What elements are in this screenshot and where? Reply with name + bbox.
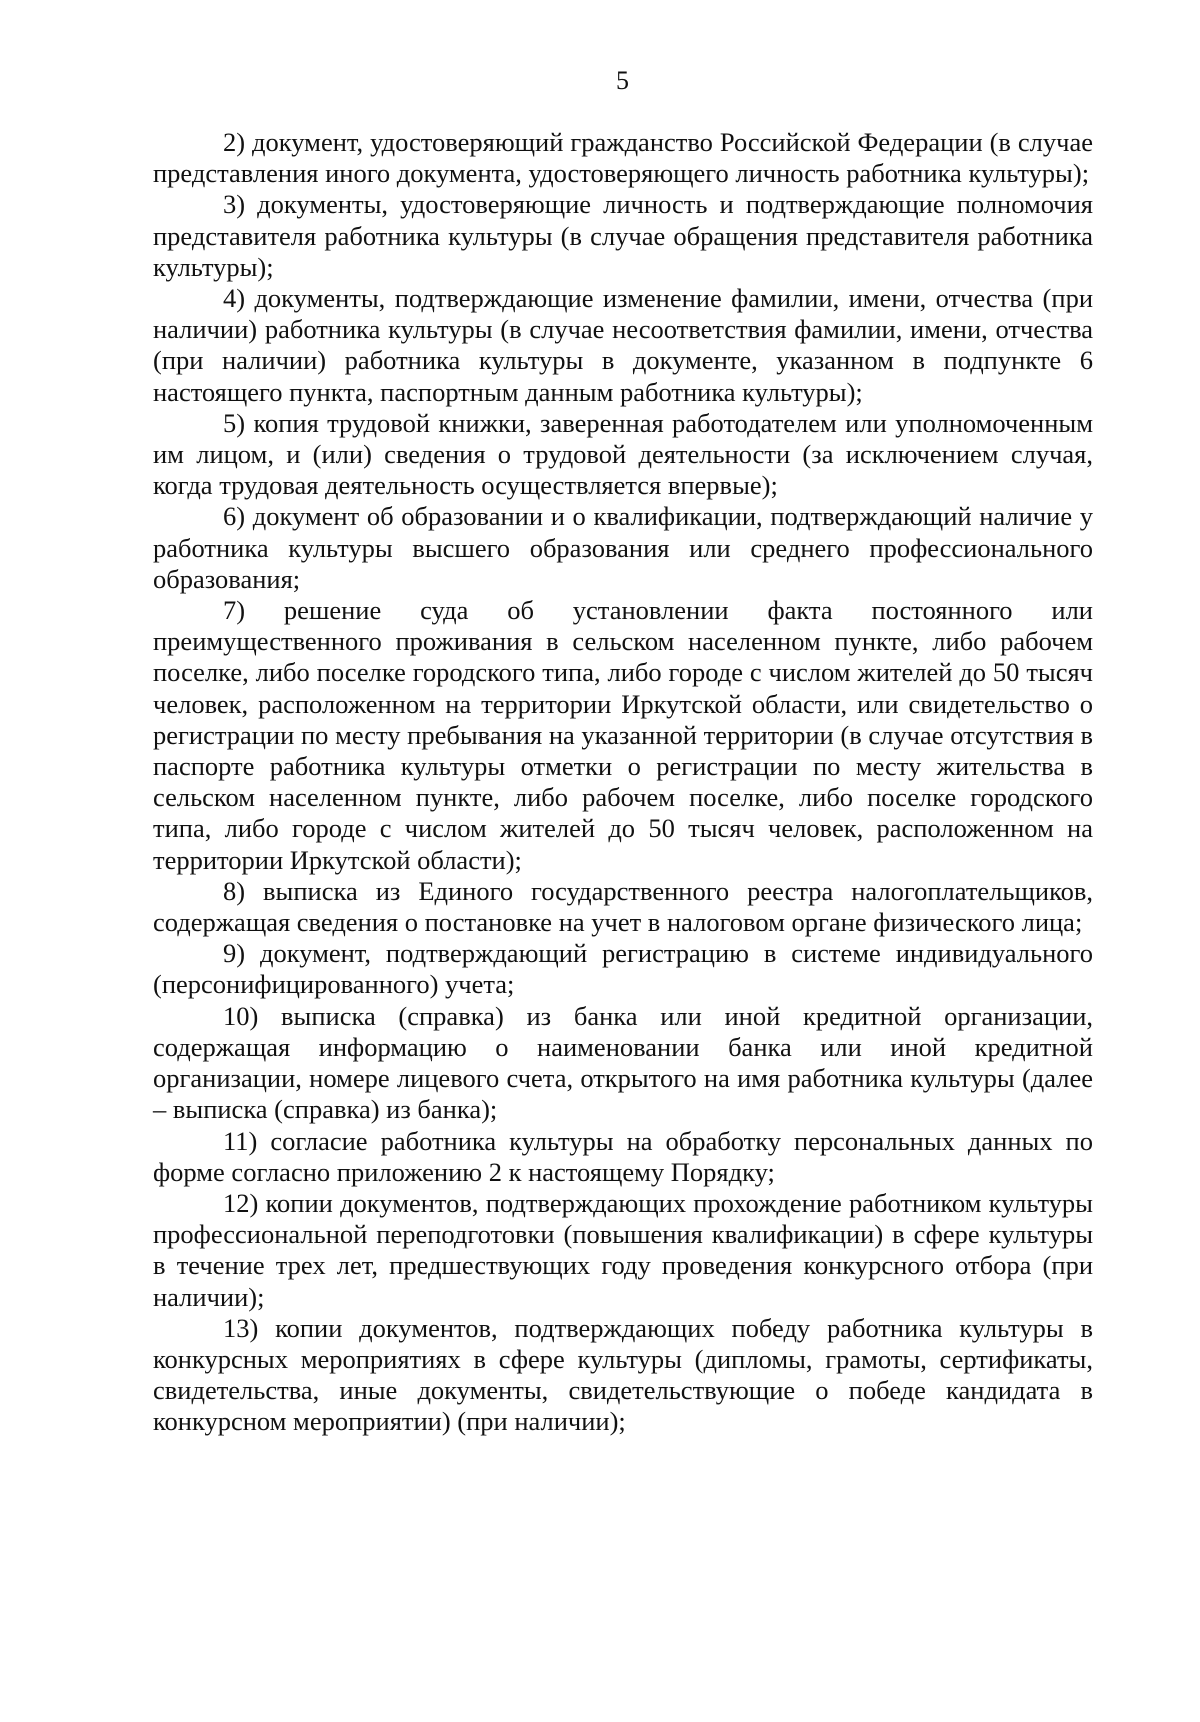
list-item-5: 5) копия трудовой книжки, заверенная работодателем или уполномоченным им лицом, и (или) сведения о трудовой деятельности (за исключением случая, когда трудовая деятельность осуществляется впервые); [153,407,1093,501]
list-item-4: 4) документы, подтверждающие изменение фамилии, имени, отчества (при наличии) работника культуры (в случае несоответствия фамилии, имени, отчества (при наличии) работника культуры в документе, указанном в подпункте 6 настоящего пункта, паспортным данным работника культуры); [153,283,1093,407]
list-item-13: 13) копии документов, подтверждающих победу работника культуры в конкурсных мероприятиях в сфере культуры (дипломы, грамоты, сертификаты, свидетельства, иные документы, свидетельствующие о победе кандидата в конкурсном мероприятии) (при наличии); [153,1312,1093,1437]
list-item-9: 9) документ, подтверждающий регистрацию в системе индивидуального (персонифицированного) учета; [153,938,1093,1000]
list-item-11: 11) согласие работника культуры на обработку персональных данных по форме согласно приложению 2 к настоящему Порядку; [153,1125,1093,1187]
list-item-7: 7) решение суда об установлении факта постоянного или преимущественного проживания в сельском населенном пункте, либо рабочем поселке, либо поселке городского типа, либо городе с числом жителей до 50 тысяч человек, расположенном на территории Иркутской области, или свидетельство о регистрации по месту пребывания на указанной территории (в случае отсутствия в паспорте работника культуры отметки о регистрации по месту жительства в сельском населенном пункте, либо рабочем поселке, либо поселке городского типа, либо городе с числом жителей до 50 тысяч человек, расположенном на территории Иркутской области); [153,595,1093,875]
list-item-12: 12) копии документов, подтверждающих прохождение работником культуры профессиональной переподготовки (повышения квалификации) в сфере культуры в течение трех лет, предшествующих году проведения конкурсного отбора (при наличии); [153,1187,1093,1312]
list-item-3: 3) документы, удостоверяющие личность и подтверждающие полномочия представителя работника культуры (в случае обращения представителя работника культуры); [153,189,1093,282]
list-item-8: 8) выписка из Единого государственного реестра налогоплательщиков, содержащая сведения о постановке на учет в налоговом органе физического лица; [153,875,1093,938]
page-number: 5 [616,66,629,95]
list-item-10: 10) выписка (справка) из банка или иной кредитной организации, содержащая информацию о наименовании банка или иной кредитной организации, номере лицевого счета, открытого на имя работника культуры (далее – выписка (справка) из банка); [153,1000,1093,1125]
document-body [153,127,1093,1438]
list-item-6: 6) документ об образовании и о квалификации, подтверждающий наличие у работника культуры высшего образования или среднего профессионального образования; [153,501,1093,594]
list-item-2: 2) документ, удостоверяющий гражданство Российской Федерации (в случае представления иного документа, удостоверяющего личность работника культуры); [153,127,1093,189]
